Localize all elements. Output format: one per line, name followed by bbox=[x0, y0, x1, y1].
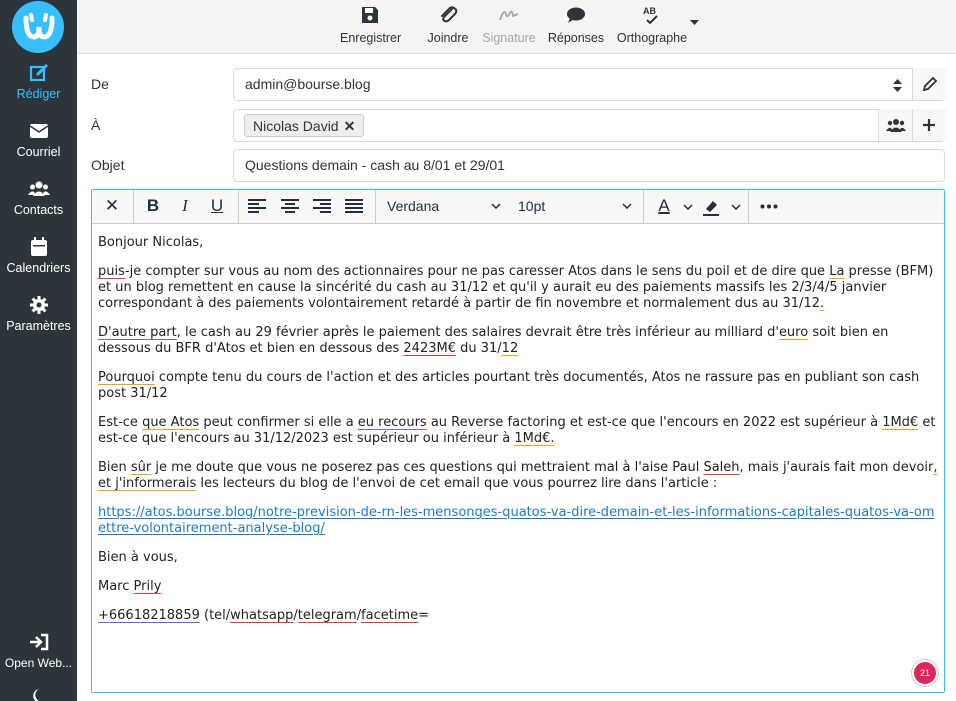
open-webmail-button[interactable] bbox=[0, 632, 77, 670]
sidebar bbox=[0, 0, 77, 701]
from-label: De bbox=[91, 76, 109, 92]
floppy-disk-icon bbox=[359, 4, 381, 26]
edit-identity-button[interactable] bbox=[912, 68, 946, 100]
gear-icon bbox=[28, 295, 50, 315]
add-contact-button[interactable] bbox=[878, 109, 912, 141]
paragraph bbox=[98, 505, 938, 537]
remove-recipient-icon[interactable]: ✕ bbox=[343, 118, 356, 134]
from-value: admin@bourse.blog bbox=[245, 76, 371, 92]
edit-icon bbox=[28, 63, 50, 83]
close-icon[interactable]: ✕ bbox=[104, 196, 120, 215]
toolbar-divider bbox=[133, 190, 134, 223]
subject-label: Objet bbox=[91, 157, 125, 173]
paragraph: Bien sûr je me doute que vous ne poserez pas ces questions qui mettraient mal à l'aise Paul Saleh, mais j'aurais fait mon devoir, et j'informerais les lecteurs du blog de l'envoi de cet email que vous pourrez lire dans l'article : bbox=[98, 460, 938, 491]
pencil-icon bbox=[922, 77, 937, 92]
closing: Bien à vous, bbox=[98, 550, 178, 565]
subject-input[interactable] bbox=[233, 149, 945, 182]
font-size-value: 10pt bbox=[518, 198, 546, 214]
users-icon bbox=[28, 179, 50, 199]
font-size-select[interactable] bbox=[518, 194, 636, 218]
sign-in-icon bbox=[28, 632, 50, 652]
sidebar-item-label: Courriel bbox=[16, 145, 61, 159]
save-button[interactable] bbox=[340, 4, 400, 45]
svg-text:AB: AB bbox=[643, 6, 656, 16]
app-logo[interactable] bbox=[12, 1, 64, 53]
toolbar-divider bbox=[238, 190, 239, 223]
paragraph: Pourquoi compte tenu du cours de l'action et des articles pourtant très documentés, Atos ne rassure pas en publiant son cash post 31/12 bbox=[98, 370, 920, 401]
underline-button[interactable]: U bbox=[210, 196, 224, 215]
recipient-name: Nicolas David bbox=[253, 118, 339, 134]
sidebar-item-mail[interactable] bbox=[0, 121, 77, 159]
add-header-button[interactable] bbox=[912, 109, 946, 141]
responses-label: Réponses bbox=[547, 31, 605, 45]
text-color-button[interactable]: A bbox=[658, 196, 670, 215]
chevron-down-icon[interactable] bbox=[683, 204, 693, 210]
chevron-down-icon[interactable] bbox=[731, 204, 741, 210]
users-icon bbox=[886, 118, 906, 133]
font-family-value: Verdana bbox=[387, 198, 440, 214]
spelling-dropdown-icon[interactable] bbox=[690, 20, 699, 26]
editor-toolbar bbox=[92, 190, 944, 224]
save-label: Enregistrer bbox=[340, 31, 402, 45]
message-editor[interactable] bbox=[91, 189, 945, 693]
align-justify-icon[interactable] bbox=[345, 198, 363, 214]
attach-label: Joindre bbox=[427, 31, 469, 45]
paperclip-icon bbox=[437, 4, 459, 26]
compose-toolbar bbox=[77, 0, 956, 54]
signature-button[interactable] bbox=[481, 4, 537, 45]
sidebar-item-label: Paramètres bbox=[6, 319, 71, 333]
sidebar-item-label: Contacts bbox=[13, 203, 64, 217]
open-webmail-label: Open Web... bbox=[4, 656, 73, 670]
signature-icon bbox=[498, 4, 520, 26]
spellcheck-icon bbox=[641, 4, 663, 26]
to-label: À bbox=[91, 117, 101, 133]
sidebar-item-settings[interactable] bbox=[0, 295, 77, 333]
toolbar-divider bbox=[375, 190, 376, 223]
attach-button[interactable] bbox=[426, 4, 470, 45]
signature-label: Signature bbox=[482, 31, 536, 45]
paragraph: Est-ce que Atos peut confirmer si elle a eu recours au Reverse factoring et est-ce que l'encours en 2022 est supérieur à 1Md€ et est-ce que l'encours au 31/12/2023 est supérieur ou inférieur à 1Md€. bbox=[98, 415, 936, 446]
to-field[interactable] bbox=[233, 109, 945, 142]
comment-icon bbox=[565, 4, 587, 26]
chevron-down-icon bbox=[491, 203, 501, 209]
spelling-label: Orthographe bbox=[616, 31, 688, 45]
align-left-icon[interactable] bbox=[248, 198, 266, 214]
toolbar-divider bbox=[748, 190, 749, 223]
select-arrows-icon bbox=[893, 79, 902, 92]
bold-button[interactable]: B bbox=[146, 196, 160, 215]
align-right-icon[interactable] bbox=[313, 198, 331, 214]
envelope-icon bbox=[28, 121, 50, 141]
contact-line: +66618218859 (tel/whatsapp/telegram/facetime= bbox=[98, 608, 430, 623]
sidebar-item-contacts[interactable] bbox=[0, 179, 77, 217]
spelling-button[interactable] bbox=[615, 4, 689, 45]
recipient-chip[interactable] bbox=[244, 114, 364, 137]
signature-name: Marc Prily bbox=[98, 579, 162, 594]
plus-icon bbox=[922, 118, 936, 132]
paragraph: D'autre part, le cash au 29 février après le paiement des salaires devrait être très inférieur au milliard d'euro soit bien en dessous du BFR d'Atos et bien en dessous des 2423M€ du 31/12 bbox=[98, 325, 889, 356]
message-body[interactable] bbox=[98, 235, 938, 637]
toolbar-divider bbox=[643, 190, 644, 223]
chevron-down-icon bbox=[622, 203, 632, 209]
paragraph: puis-je compter sur vous au nom des actionnaires pour ne pas caresser Atos dans le sens du poil et de dire que La presse (BFM) et un blog remettent en cause la sincérité du cash au 31/12 et qu'il y aurait eu des paiements massifs les 2/3/4/5 janvier correspondant à des paiements volontairement retardé à partir de fin novembre et normalement dus au 31/12. bbox=[98, 264, 934, 311]
responses-button[interactable] bbox=[547, 4, 605, 45]
article-link[interactable]: https://atos.bourse.blog/notre-prevision-de-rn-les-mensonges-quatos-va-dire-demain-et-les-informations-capitales-quatos-va-omettre-volontairement-analyse-blog/ bbox=[98, 505, 935, 536]
grammar-check-badge[interactable]: 21 bbox=[912, 660, 938, 686]
subject-value: Questions demain - cash au 8/01 et 29/01 bbox=[245, 157, 505, 173]
from-select[interactable] bbox=[233, 68, 945, 101]
moon-icon[interactable] bbox=[30, 688, 46, 701]
more-icon[interactable] bbox=[760, 204, 778, 209]
sidebar-item-label: Rédiger bbox=[16, 87, 61, 101]
calendar-icon bbox=[28, 237, 50, 257]
sidebar-item-compose[interactable] bbox=[0, 63, 77, 101]
italic-button[interactable]: I bbox=[182, 196, 188, 215]
highlighter-icon[interactable] bbox=[702, 198, 720, 216]
greeting: Bonjour Nicolas, bbox=[98, 235, 204, 250]
font-family-select[interactable] bbox=[387, 194, 505, 218]
phone-number: +66618218859 bbox=[98, 608, 200, 623]
sidebar-item-calendars[interactable] bbox=[0, 237, 77, 275]
sidebar-item-label: Calendriers bbox=[6, 261, 71, 275]
align-center-icon[interactable] bbox=[281, 198, 299, 214]
